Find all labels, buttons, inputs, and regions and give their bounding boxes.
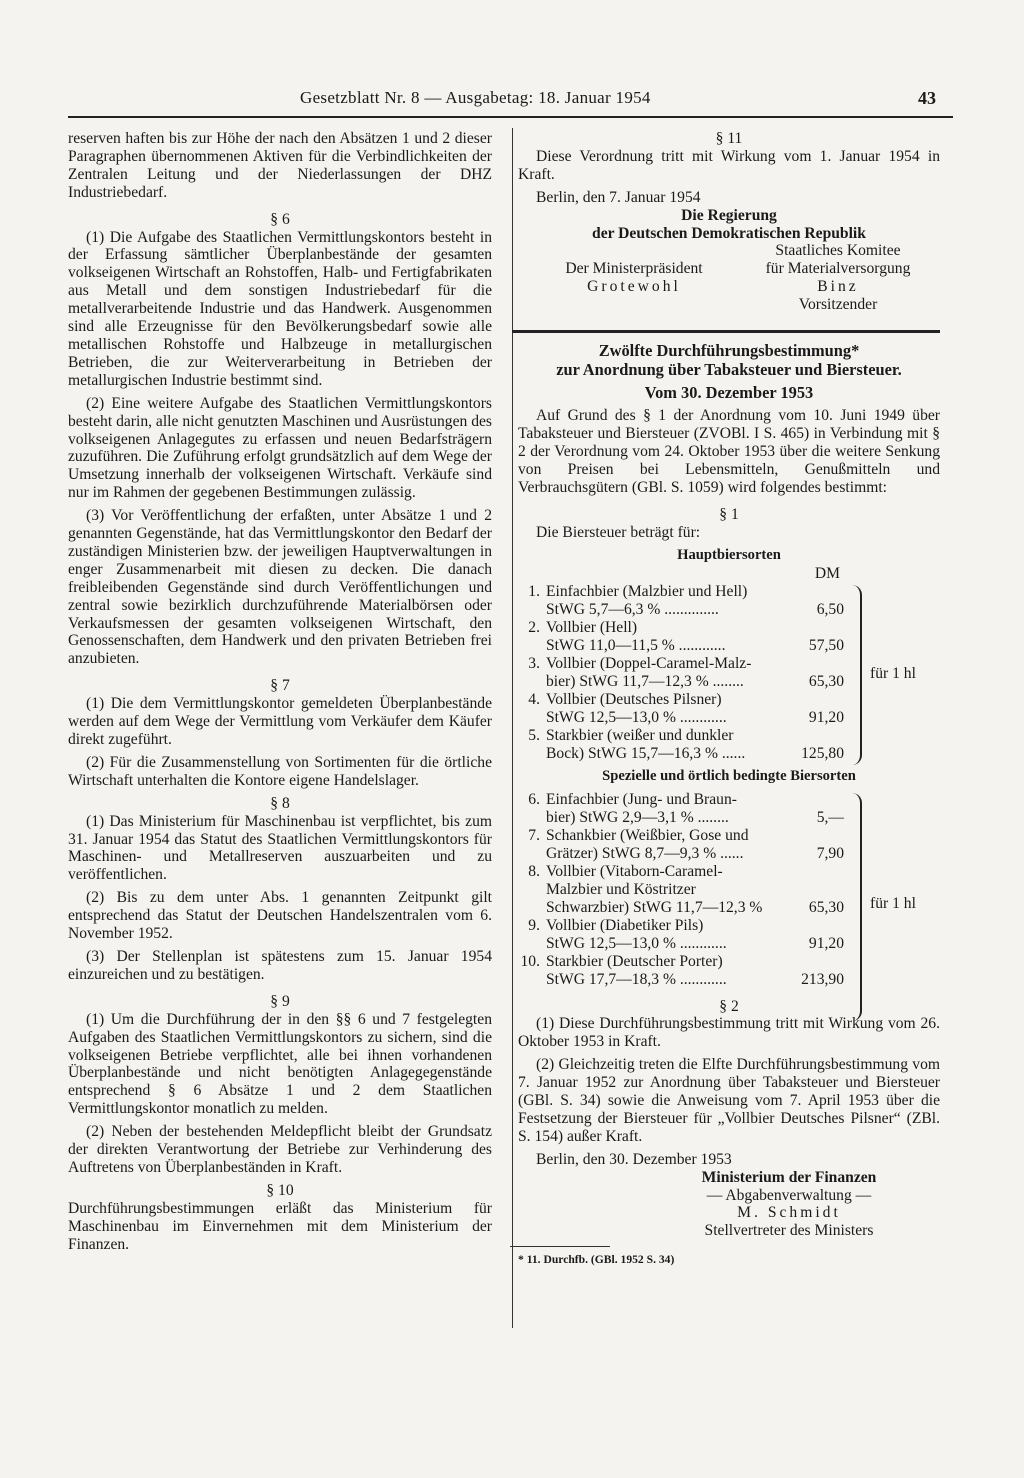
beer-price: 91,20 [808, 934, 844, 952]
beer-desc: Schankbier (Weißbier, Gose und [546, 826, 749, 844]
beer-price: 213,90 [801, 970, 844, 988]
beer-item [518, 827, 940, 863]
group-2-list [518, 791, 940, 989]
running-header: Gesetzblatt Nr. 8 — Ausgabetag: 18. Januar 1954 [300, 88, 651, 107]
beer-desc: Starkbier (Deutscher Porter) [546, 952, 723, 970]
section-1-text: Die Biersteuer beträgt für: [536, 523, 701, 541]
committee-role-2: für Materialversorgung [765, 260, 911, 278]
section-9-para-2: (2) Neben der bestehenden Meldepflicht bleibt der Grundsatz der direkten Verantwortung der Betriebe zur Verhinderung des Auftretens von Überplanbeständen in Kraft. [68, 1123, 492, 1176]
beer-number: 7. [528, 826, 540, 844]
beer-number: 2. [528, 618, 540, 636]
closing-date: Berlin, den 30. Dezember 1953 [536, 1150, 732, 1168]
beer-spec: bier) StWG 11,7—12,3 % ........ [546, 672, 744, 690]
section-10-heading: § 10 [266, 1181, 294, 1199]
currency-label: DM [814, 564, 840, 582]
group-2-title: Spezielle und örtlich bedingte Biersorten [602, 767, 856, 784]
signatory-title: Stellvertreter des Ministers [704, 1222, 874, 1240]
section-7-para-1: (1) Die dem Vermittlungskontor gemeldeten Überplanbestände werden auf dem Wege der Vermittlung vom Verkäufer dem Käufer direkt zugeführt. [68, 695, 492, 748]
decree-title-2: zur Anordnung über Tabaksteuer und Biersteuer. [556, 360, 902, 380]
beer-price: 65,30 [808, 672, 844, 690]
section-6-heading: § 6 [270, 210, 290, 228]
group-1-unit: für 1 hl [870, 664, 916, 682]
beer-number: 10. [520, 952, 540, 970]
beer-number: 1. [528, 582, 540, 600]
section-2-para-1: (1) Diese Durchführungsbestimmung tritt mit Wirkung vom 26. Oktober 1953 in Kraft. [518, 1015, 940, 1051]
beer-item [518, 953, 940, 989]
section-11-text: Diese Verordnung tritt mit Wirkung vom 1. Januar 1954 in Kraft. [518, 147, 940, 183]
beer-number: 5. [528, 726, 540, 744]
beer-desc: Einfachbier (Jung- und Braun- [546, 790, 737, 808]
signatory-name: M. Schmidt [737, 1204, 841, 1222]
beer-desc: Starkbier (weißer und dunkler [546, 726, 734, 744]
prime-minister-name: Grotewohl [587, 278, 681, 296]
beer-spec: Schwarzbier) StWG 11,7—12,3 % [546, 898, 763, 916]
section-2-para-2: (2) Gleichzeitig treten die Elfte Durchführungsbestimmung vom 7. Januar 1952 zur Anordnung über Tabaksteuer und Biersteuer (GBl. S. 34) sowie die Anweisung vom 7. April 1953 über die Festsetzung der Biersteuer für „Vollbier Deutsches Pilsner“ (ZBl. S. 154) außer Kraft. [518, 1056, 940, 1145]
left-column [68, 130, 492, 1253]
beer-desc-2: Malzbier und Köstritzer [546, 880, 696, 898]
section-8-para-3: (3) Der Stellenplan ist spätestens zum 15. Januar 1954 einzureichen und zu bestätigen. [68, 947, 492, 983]
header-rule [68, 116, 953, 118]
section-6-para-3: (3) Vor Veröffentlichung der erfaßten, unter Absätze 1 und 2 genannten Gegenstände, hat das Vermittlungskontor den Bedarf der zuständigen Ministerien bzw. der jeweiligen Hauptverwaltungen in enger Zusammenarbeit mit diesen zu decken. Die danach freibleibenden Gegenstände sind durch Veröffentlichungen und zentral sowie bezirklich durchzuführende Materialbörsen oder Verkaufsmessen der gesamten volkseigenen Wirtschaft, den Genossenschaften, dem Handwerk und den privaten Betrieben frei anzubieten. [68, 507, 492, 668]
group-1-list [518, 583, 940, 763]
column-divider [512, 128, 513, 1328]
signature-block [518, 242, 940, 314]
group-1-title: Hauptbiersorten [677, 546, 781, 563]
committee-title: Vorsitzender [798, 296, 878, 314]
beer-price: 57,50 [808, 636, 844, 654]
group-1-brace [852, 585, 862, 765]
ministry-name: Ministerium der Finanzen [701, 1168, 877, 1186]
ministry-block [518, 1169, 940, 1241]
beer-item [518, 691, 940, 727]
beer-number: 3. [528, 654, 540, 672]
beer-item [518, 619, 940, 655]
section-rule [512, 330, 940, 333]
beer-item [518, 583, 940, 619]
beer-price: 91,20 [808, 708, 844, 726]
beer-price: 7,90 [816, 844, 844, 862]
group-2-unit: für 1 hl [870, 894, 916, 912]
beer-spec: StWG 12,5—13,0 % ............ [546, 708, 727, 726]
footnote-rule [510, 1246, 610, 1247]
section-10-text: Durchführungsbestimmungen erläßt das Ministerium für Maschinenbau im Einvernehmen mit dem Ministerium der Finanzen. [68, 1199, 492, 1253]
beer-item [518, 727, 940, 763]
right-column [518, 130, 940, 1269]
beer-item [518, 791, 940, 827]
committee-name: Binz [817, 278, 859, 296]
section-11-heading: § 11 [715, 130, 743, 147]
committee-role-1: Staatliches Komitee [775, 242, 901, 260]
beer-spec: bier) StWG 2,9—3,1 % ........ [546, 808, 729, 826]
government-line-1: Die Regierung [681, 206, 777, 224]
beer-price: 65,30 [808, 898, 844, 916]
section-9-para-1: (1) Um die Durchführung der in den §§ 6 und 7 festgelegten Aufgaben des Staatlichen Vermittlungskontors zu sichern, sind die volkseigenen Betriebe verpflichtet, alle bei ihnen vorhandenen Überplanbestände und nicht benötigten Anlagegegenstände entsprechend § 6 Absätze 1 und 2 dem Staatlichen Vermittlungskontor monatlich zu melden. [68, 1010, 492, 1118]
beer-spec: Grätzer) StWG 8,7—9,3 % ...... [546, 844, 744, 862]
beer-spec: StWG 5,7—6,3 % .............. [546, 600, 719, 618]
beer-desc: Vollbier (Doppel-Caramel-Malz- [546, 654, 752, 672]
section-7-heading: § 7 [270, 677, 290, 695]
signing-date: Berlin, den 7. Januar 1954 [536, 188, 701, 206]
beer-spec: StWG 11,0—11,5 % ............ [546, 636, 726, 654]
beer-spec: Bock) StWG 15,7—16,3 % ...... [546, 744, 746, 762]
beer-spec: StWG 12,5—13,0 % ............ [546, 934, 727, 952]
section-1-heading: § 1 [719, 505, 739, 523]
beer-spec: StWG 17,7—18,3 % ............ [546, 970, 727, 988]
ministry-division: — Abgabenverwaltung — [706, 1186, 872, 1204]
intro-paragraph: reserven haften bis zur Höhe der nach den Absätzen 1 und 2 dieser Paragraphen übernommenen Aktiven für die Verbindlichkeiten der Zentralen Leitung und der Niederlassungen der DHZ Industriebedarf. [68, 130, 492, 201]
decree-preamble: Auf Grund des § 1 der Anordnung vom 10. Juni 1949 über Tabaksteuer und Biersteuer (ZVOBl. I S. 465) in Verbindung mit § 2 der Verordnung vom 24. Oktober 1953 über die weitere Senkung von Preisen bei Lebensmitteln, Genußmitteln und Verbrauchsgütern (GBl. S. 1059) wird folgendes bestimmt: [518, 407, 940, 497]
section-6-para-1: (1) Die Aufgabe des Staatlichen Vermittlungskontors besteht in der Erfassung sämtlicher Überplanbestände der gesamten volkseigenen Wirtschaft an Rohstoffen, Halb- und Fertigfabrikaten aus Metall und dem sonstigen Industriebedarf für die metallverarbeitende Industrie und das Handwerk. Ausgenommen sind alle Erzeugnisse für den Bevölkerungsbedarf sowie alle metallischen Rohstoffe und Halbzeuge in metallurgischen Betrieben, die zur Weiterverarbeitung in Betrieben der metallurgischen Industrie bestimmt sind. [68, 228, 492, 389]
beer-price: 5,— [816, 808, 844, 826]
prime-minister-role: Der Ministerpräsident [565, 260, 703, 278]
section-2-heading: § 2 [719, 997, 739, 1015]
page-number: 43 [918, 88, 936, 108]
beer-price: 125,80 [801, 744, 844, 762]
section-8-heading: § 8 [270, 794, 290, 812]
beer-desc: Vollbier (Vitaborn-Caramel- [546, 862, 723, 880]
section-7-para-2: (2) Für die Zusammenstellung von Sortimenten für die örtliche Wirtschaft unterhalten die Kontore eigene Handelslager. [68, 753, 492, 789]
beer-price: 6,50 [816, 600, 844, 618]
beer-number: 6. [528, 790, 540, 808]
government-line-2: der Deutschen Demokratischen Republik [592, 224, 866, 242]
section-8-para-2: (2) Bis zu dem unter Abs. 1 genannten Zeitpunkt gilt entsprechend das Statut der Deutschen Handelszentralen vom 6. November 1952. [68, 889, 492, 943]
decree-title-1: Zwölfte Durchführungsbestimmung* [598, 341, 860, 361]
beer-number: 9. [528, 916, 540, 934]
footnote: * 11. Durchfb. (GBl. 1952 S. 34) [518, 1253, 675, 1267]
beer-number: 8. [528, 862, 540, 880]
beer-desc: Vollbier (Hell) [546, 618, 638, 636]
group-2-brace [852, 793, 862, 1021]
beer-desc: Vollbier (Deutsches Pilsner) [546, 690, 722, 708]
beer-desc: Vollbier (Diabetiker Pils) [546, 916, 704, 934]
beer-desc: Einfachbier (Malzbier und Hell) [546, 582, 748, 600]
section-6-para-2: (2) Eine weitere Aufgabe des Staatlichen Vermittlungskontors besteht darin, alle nicht genutzten Maschinen und Ausrüstungen des volkseigenen Anlagegutes zu erfassen und neuen Bedarfsträgern zuzuführen. Die Zuführung erfolgt grundsätzlich auf dem Wege der Umsetzung innerhalb der volkseigenen Wirtschaft. Verkäufe sind nur im Rahmen der gegebenen Bestimmungen zulässig. [68, 394, 492, 502]
decree-date: Vom 30. Dezember 1953 [644, 383, 814, 403]
section-8-para-1: (1) Das Ministerium für Maschinenbau ist verpflichtet, bis zum 31. Januar 1954 das Statut des Staatlichen Vermittlungskontors für Maschinen- und Metallreserven auszuarbeiten und zu veröffentlichen. [68, 812, 492, 884]
section-9-heading: § 9 [270, 992, 290, 1010]
beer-item [518, 917, 940, 953]
beer-number: 4. [528, 690, 540, 708]
